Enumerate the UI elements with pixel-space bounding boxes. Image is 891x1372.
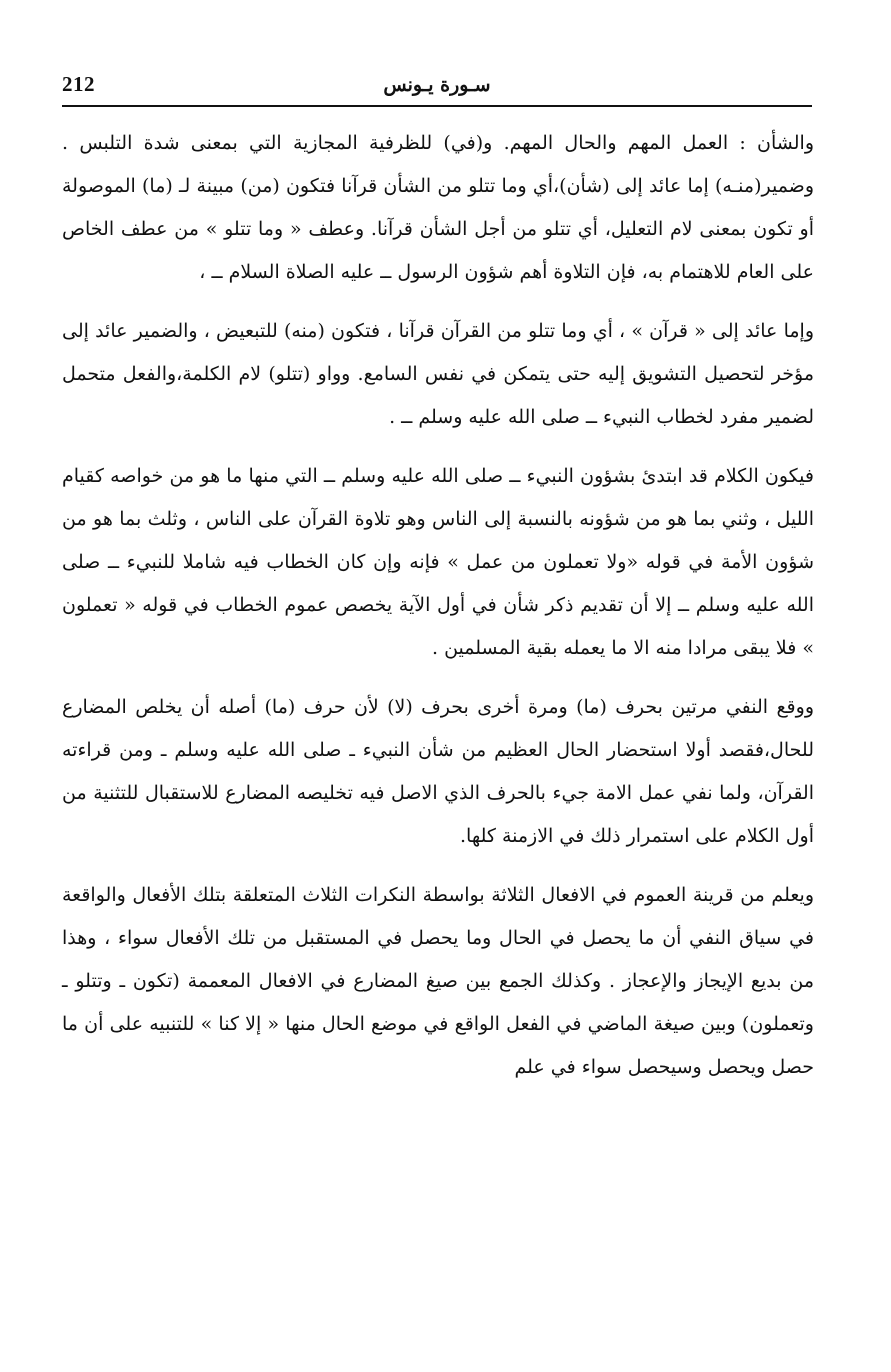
paragraph-4: ووقع النفي مرتين بحرف (ما) ومرة أخرى بحرف (لا) لأن حرف (ما) أصله أن يخلص المضارع للحال،فقصد أولا استحضار الحال العظيم من شأن النبيء ـ صلى الله عليه وسلم ـ ومن قراءته القرآن، ولما نفي عمل الامة جيء بالحرف الذي الاصل فيه تخليصه المضارع للاستقبال للتثنية من أول الكلام على استمرار ذلك في الازمنة كلها. [62, 696, 814, 847]
paragraph-1: والشأن : العمل المهم والحال المهم. و(في) للظرفية المجازية التي بمعنى شدة التلبس . وضمير(منـه) إما عائد إلى (شأن)،أي وما تتلو من الشأن قرآنا فتكون (من) مبينة لـ (ما) الموصولة أو تكون بمعنى لام التعليل، أي تتلو من أجل الشأن قرآنا. وعطف « وما تتلو » من عطف الخاص على العام للاهتمام به، فإن التلاوة أهم شؤون الرسول ــ عليه الصلاة السلام ــ ، [62, 132, 814, 283]
page-number: 212 [62, 72, 95, 96]
header-divider [62, 105, 812, 107]
body-text [62, 122, 814, 1089]
surah-title: سـورة يـونس [383, 74, 491, 96]
page-header [62, 70, 812, 108]
paragraph-5: ويعلم من قرينة العموم في الافعال الثلاثة بواسطة النكرات الثلاث المتعلقة بتلك الأفعال والواقعة في سياق النفي أن ما يحصل في الحال وما يحصل في المستقبل من تلك الأفعال سواء ، وهذا من بديع الإيجاز والإعجاز . وكذلك الجمع بين صيغ المضارع في الافعال المعممة (تكون ـ وتتلو ـ وتعملون) وبين صيغة الماضي في الفعل الواقع في موضع الحال منها « إلا كنا » للتنبيه على أن ما حصل ويحصل وسيحصل سواء في علم [62, 884, 814, 1078]
paragraph-2: وإما عائد إلى « قرآن » ، أي وما تتلو من القرآن قرآنا ، فتكون (منه) للتبعيض ، والضمير عائد إلى مؤخر لتحصيل التشويق إليه حتى يتمكن في نفس السامع. وواو (تتلو) لام الكلمة،والفعل متحمل لضمير مفرد لخطاب النبيء ــ صلى الله عليه وسلم ــ . [62, 320, 814, 428]
paragraph-3: فيكون الكلام قد ابتدئ بشؤون النبيء ــ صلى الله عليه وسلم ــ التي منها ما هو من خواصه كقيام الليل ، وثني بما هو من شؤونه بالنسبة إلى الناس وهو تلاوة القرآن على الناس ، وثلث بما هو من شؤون الأمة في قوله «ولا تعملون من عمل » فإنه وإن كان الخطاب فيه شاملا للنبيء ــ صلى الله عليه وسلم ــ إلا أن تقديم ذكر شأن في أول الآية يخصص عموم الخطاب في قوله « تعملون » فلا يبقى مرادا منه الا ما يعمله بقية المسلمين . [62, 465, 814, 659]
